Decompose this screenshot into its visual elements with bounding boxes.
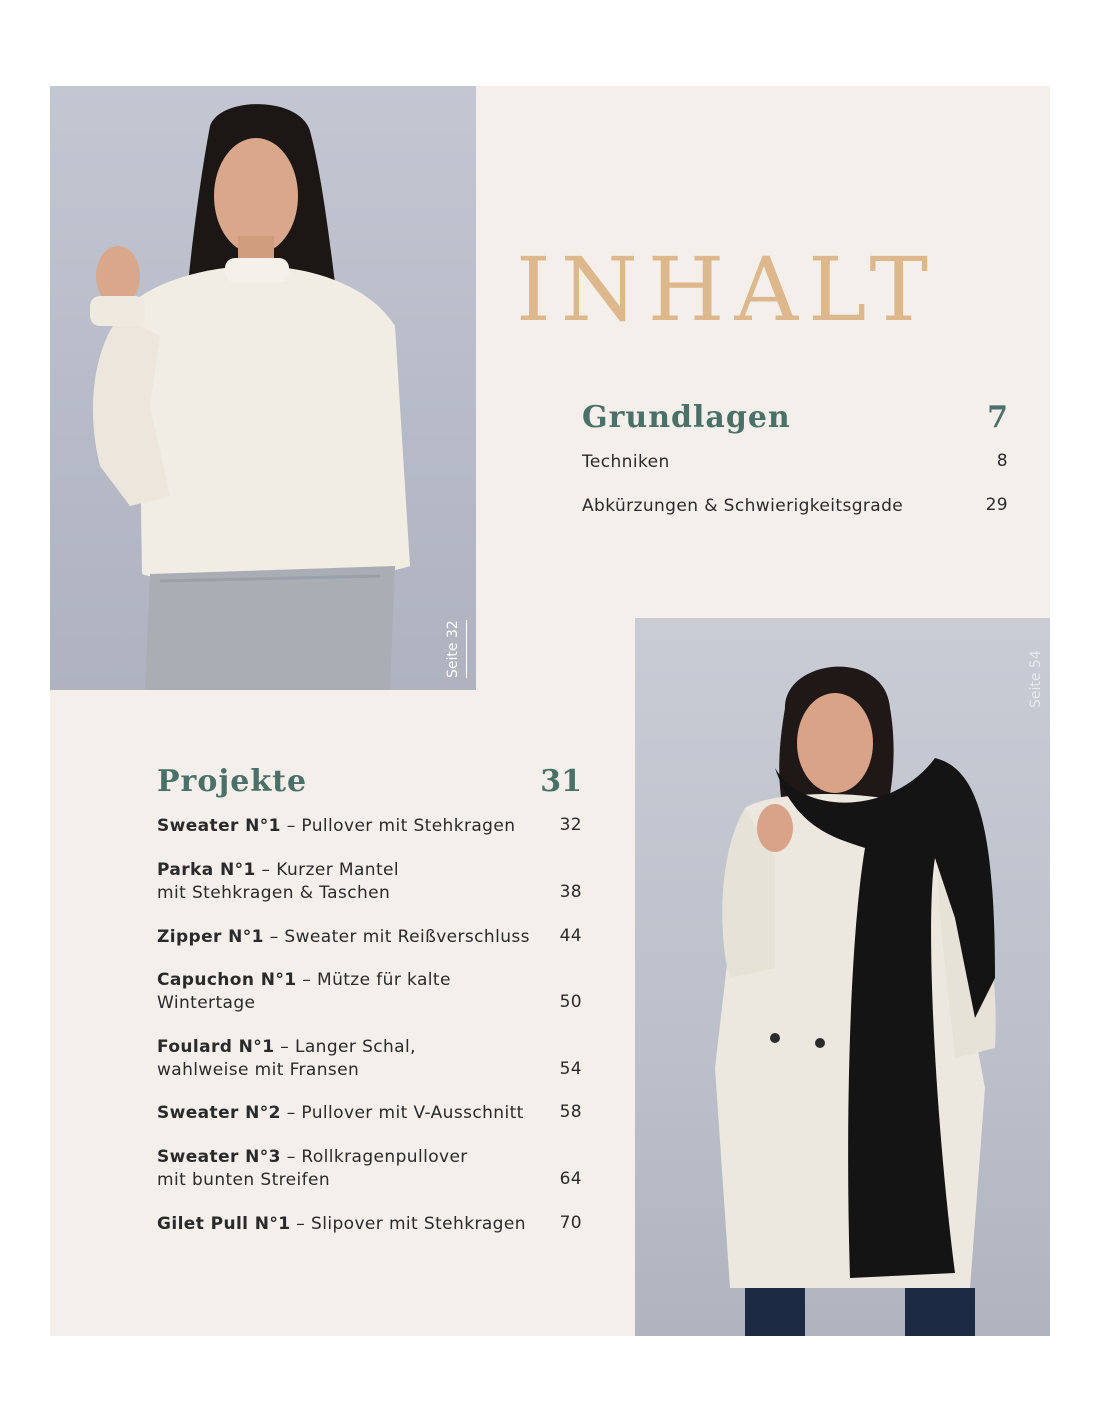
coat-model-illustration	[635, 618, 1050, 1336]
sweater-model-illustration	[50, 86, 476, 690]
project-desc-line2: wahlweise mit Fransen	[157, 1060, 360, 1080]
photo-coat-model	[635, 618, 1050, 1336]
project-name: Sweater N°2	[157, 1103, 281, 1123]
project-page: 50	[559, 992, 582, 1012]
project-desc: Mütze für kalte	[317, 970, 451, 990]
page-title: INHALT	[516, 238, 939, 341]
toc-project-item	[157, 1102, 524, 1125]
toc-project-item	[157, 1213, 526, 1236]
toc-project-item	[157, 969, 451, 1015]
project-page: 58	[559, 1102, 582, 1122]
toc-project-item	[157, 1146, 468, 1192]
project-page: 38	[559, 882, 582, 902]
dash: –	[286, 1147, 296, 1167]
project-desc: Pullover mit V-Ausschnitt	[301, 1103, 524, 1123]
section-page-grundlagen: 7	[987, 400, 1008, 435]
photo-page-ref-top: Seite 32	[445, 620, 461, 678]
project-page: 44	[559, 926, 582, 946]
project-page: 32	[559, 815, 582, 835]
toc-item-techniken	[582, 451, 670, 474]
project-name: Capuchon N°1	[157, 970, 297, 990]
dash: –	[286, 1103, 296, 1123]
project-name: Zipper N°1	[157, 927, 264, 947]
project-desc: Sweater mit Reißverschluss	[284, 927, 530, 947]
project-name: Foulard N°1	[157, 1037, 275, 1057]
toc-item-abkuerzungen	[582, 495, 903, 518]
project-desc: Slipover mit Stehkragen	[311, 1214, 526, 1234]
project-desc: Langer Schal,	[294, 1037, 416, 1057]
toc-project-item	[157, 815, 515, 838]
toc-item-label: Abkürzungen & Schwierigkeitsgrade	[582, 496, 904, 516]
project-desc-line2: mit Stehkragen & Taschen	[157, 883, 391, 903]
project-name: Sweater N°1	[157, 816, 281, 836]
section-page-projekte: 31	[540, 764, 582, 799]
dash: –	[302, 970, 312, 990]
project-desc: Pullover mit Stehkragen	[301, 816, 516, 836]
project-page: 64	[559, 1169, 582, 1189]
project-name: Parka N°1	[157, 860, 256, 880]
project-name: Sweater N°3	[157, 1147, 281, 1167]
section-heading-grundlagen: Grundlagen	[582, 400, 791, 435]
toc-item-label: Techniken	[582, 452, 670, 472]
dash: –	[286, 816, 296, 836]
project-name: Gilet Pull N°1	[157, 1214, 291, 1234]
project-page: 54	[559, 1059, 582, 1079]
dash: –	[269, 927, 279, 947]
toc-item-page: 8	[996, 451, 1008, 471]
project-desc: Rollkragenpullover	[301, 1147, 468, 1167]
dash: –	[280, 1037, 290, 1057]
project-desc-line2: Wintertage	[157, 993, 256, 1013]
toc-project-item	[157, 859, 399, 905]
toc-project-item	[157, 926, 530, 949]
toc-project-item	[157, 1036, 416, 1082]
photo-sweater-model	[50, 86, 476, 690]
project-page: 70	[559, 1213, 582, 1233]
toc-item-page: 29	[985, 495, 1008, 515]
project-desc-line2: mit bunten Streifen	[157, 1170, 331, 1190]
section-heading-projekte: Projekte	[157, 764, 308, 799]
project-desc: Kurzer Mantel	[276, 860, 399, 880]
photo-page-ref-bottom: Seite 54	[1028, 650, 1044, 708]
dash: –	[296, 1214, 306, 1234]
dash: –	[261, 860, 271, 880]
